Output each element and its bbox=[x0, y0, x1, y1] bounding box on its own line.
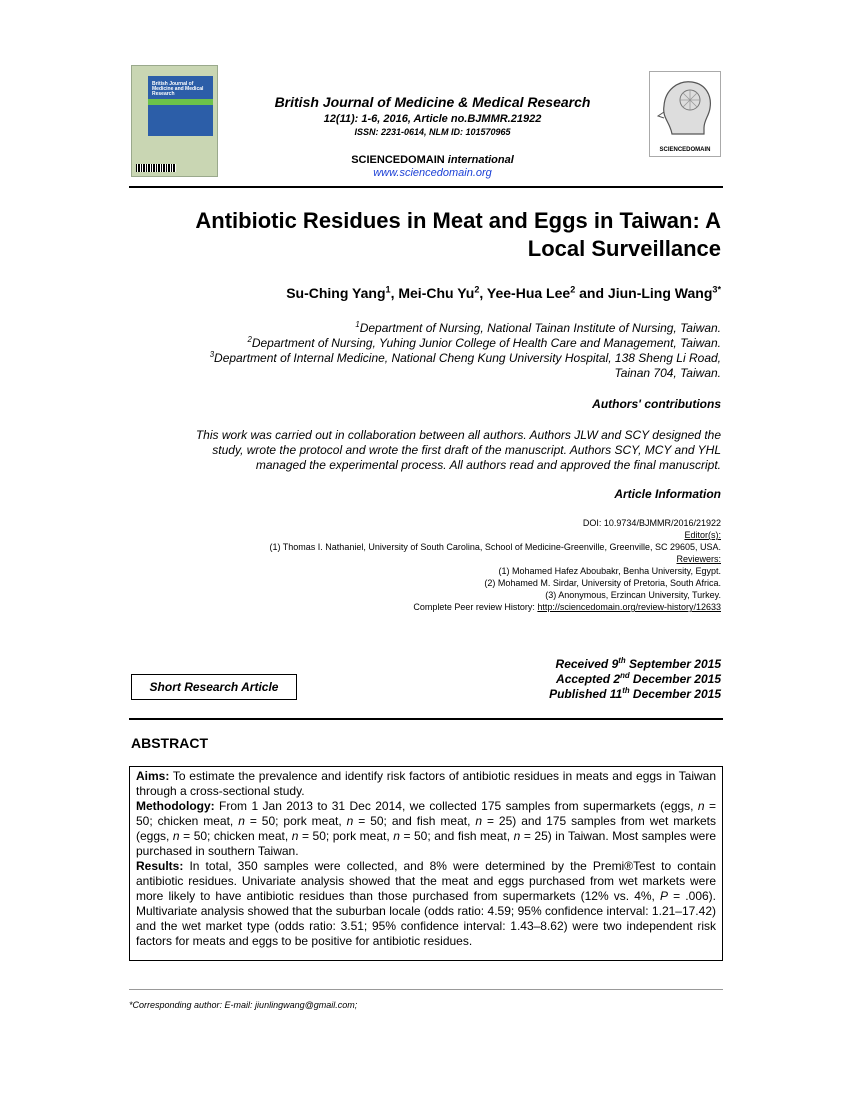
head-profile-icon bbox=[650, 72, 720, 142]
abstract-methodology: Methodology: From 1 Jan 2013 to 31 Dec 2014, we collected 175 samples from supermarkets (eggs, n = 50; chicken meat, n = 50; pork meat, n = 50; and fish meat, n = 25) and 175 samples from wet markets (eggs, n = 50; chicken meat, n = 50; pork meat, n = 50; and fish meat, n = 25) in Taiwan. Most samples were purchased in southern Taiwan. bbox=[136, 799, 717, 858]
reviewer: (3) Anonymous, Erzincan University, Turkey. bbox=[545, 590, 721, 600]
barcode bbox=[136, 164, 176, 172]
footnote-divider bbox=[129, 989, 723, 990]
author: Jiun-Ling Wang bbox=[607, 285, 713, 301]
article-info bbox=[129, 517, 721, 613]
corresponding-author-footnote: *Corresponding author: E-mail: jiunlingwang@gmail.com; bbox=[129, 1000, 358, 1010]
abstract-results: Results: In total, 350 samples were collected, and 8% were determined by the Premi®Test to contain antibiotic residues. Univariate analysis showed that the meat and eggs purchased from wet markets were more likely to have antibiotic residues than those purchased from supermarkets (12% vs. 4%, P = .006). Multivariate analysis showed that the suburban locale (odds ratio: 4.59; 95% confidence interval: 1.21–17.42) and the wet market type (odds ratio: 3.51; 95% confidence interval: 1.43–8.62) were two independent risk factors for meats and eggs to be positive for antibiotic residues. bbox=[136, 859, 716, 948]
journal-title: British Journal of Medicine & Medical Research bbox=[274, 94, 591, 110]
affiliation: $^2$Department of Nursing, Yuhing Junior College of Health Care and Management, Taiwan. bbox=[247, 335, 721, 350]
journal-issn: ISSN: 2231-0614, NLM ID: 101570965 bbox=[354, 127, 511, 137]
accepted-date: Accepted 2nd December 2015 bbox=[556, 671, 721, 686]
affiliations bbox=[129, 321, 721, 381]
abstract-divider bbox=[129, 718, 723, 720]
affiliation: $^1$Department of Nursing, National Tainan Institute of Nursing, Taiwan. bbox=[355, 320, 721, 335]
header-divider bbox=[129, 186, 723, 188]
abstract-box bbox=[129, 766, 723, 961]
reviewer: (1) Mohamed Hafez Aboubakr, Benha University, Egypt. bbox=[498, 566, 721, 576]
article-dates bbox=[400, 657, 721, 702]
author: Su-Ching Yang bbox=[286, 285, 386, 301]
editor-label: Editor(s): bbox=[684, 530, 721, 540]
abstract-heading: ABSTRACT bbox=[131, 735, 208, 751]
article-type-box: Short Research Article bbox=[131, 674, 297, 700]
publisher-name: SCIENCEDOMAIN international bbox=[351, 154, 514, 166]
author: Yee-Hua Lee bbox=[486, 285, 571, 301]
abstract-aims: Aims: To estimate the prevalence and identify risk factors of antibiotic residues in meats and eggs in Taiwan through a cross-sectional study. bbox=[136, 769, 716, 798]
author: Mei-Chu Yu bbox=[398, 285, 475, 301]
journal-citation: 12(11): 1-6, 2016, Article no.BJMMR.21922 bbox=[323, 113, 542, 125]
paper-title: Antibiotic Residues in Meat and Eggs in Taiwan: A Local Surveillance bbox=[195, 208, 721, 261]
sciencedomain-logo bbox=[649, 71, 721, 157]
reviewer: (2) Mohamed M. Sirdar, University of Pretoria, South Africa. bbox=[484, 578, 721, 588]
affiliation: Tainan 704, Taiwan. bbox=[614, 366, 721, 380]
received-date: Received 9th September 2015 bbox=[555, 656, 721, 671]
reviewers-label: Reviewers: bbox=[676, 554, 721, 564]
cover-title: British Journal of Medicine and Medical Research bbox=[152, 81, 204, 97]
affiliation: $^3$Department of Internal Medicine, National Cheng Kung University Hospital, 138 Sheng Li Road, bbox=[209, 350, 721, 365]
logo-label: SCIENCEDOMAIN bbox=[659, 147, 711, 153]
editor: (1) Thomas I. Nathaniel, University of South Carolina, School of Medicine-Greenville, Greenville, SC 29605, USA. bbox=[269, 542, 721, 552]
author-list: Su-Ching Yang$^1$, Mei-Chu Yu$^2$, Yee-Hua Lee$^2$ and Jiun-Ling Wang$^{3*}$ bbox=[286, 284, 721, 301]
publisher-url[interactable]: www.sciencedomain.org bbox=[373, 167, 492, 179]
doi: DOI: 10.9734/BJMMR/2016/21922 bbox=[582, 518, 721, 528]
review-history-link[interactable]: http://sciencedomain.org/review-history/12633 bbox=[537, 602, 721, 612]
article-info-heading: Article Information bbox=[614, 487, 721, 501]
contributions-heading: Authors' contributions bbox=[592, 397, 721, 411]
published-date: Published 11th December 2015 bbox=[549, 686, 721, 701]
contributions-text: This work was carried out in collaboration between all authors. Authors JLW and SCY designed the study, wrote the protocol and wrote the first draft of the manuscript. Authors SCY, MCY and YHL managed the experimental process. All authors read and approved the final manuscript. bbox=[195, 428, 721, 472]
review-history: Complete Peer review History: http://sciencedomain.org/review-history/12633 bbox=[413, 602, 721, 612]
